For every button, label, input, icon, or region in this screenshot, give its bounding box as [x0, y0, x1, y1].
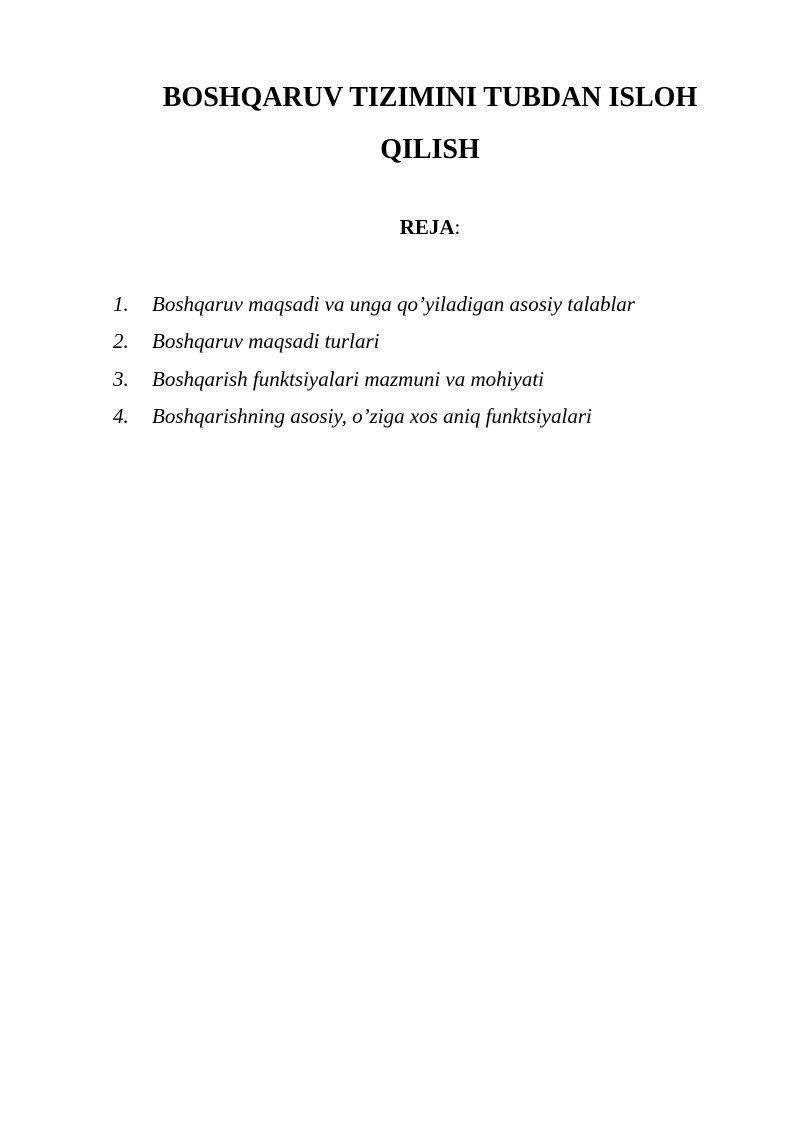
- list-item-number: 2.: [113, 329, 129, 354]
- list-item: [113, 286, 635, 323]
- plan-heading: [110, 213, 750, 241]
- list-item: [113, 323, 635, 360]
- list-item: [113, 398, 635, 435]
- plan-heading-label: REJA: [399, 215, 455, 239]
- list-item-text: Boshqarish funktsiyalari mazmuni va mohiyati: [152, 366, 544, 391]
- plan-heading-colon: :: [454, 215, 461, 239]
- list-item-number: 3.: [113, 366, 129, 391]
- list-item-text: Boshqarishning asosiy, o’ziga xos aniq funktsiyalari: [152, 403, 592, 428]
- title-line-2: QILISH: [380, 134, 480, 165]
- title-line-1: BOSHQARUV TIZIMINI TUBDAN ISLOH: [162, 82, 698, 113]
- list-item-number: 4.: [113, 403, 129, 428]
- list-item-text: Boshqaruv maqsadi va unga qo’yiladigan asosiy talablar: [152, 292, 635, 316]
- list-item: [113, 361, 635, 398]
- list-item-number: 1.: [113, 292, 129, 316]
- list-item-text: Boshqaruv maqsadi turlari: [152, 329, 380, 354]
- plan-list: [113, 286, 635, 435]
- document-title: [110, 72, 750, 176]
